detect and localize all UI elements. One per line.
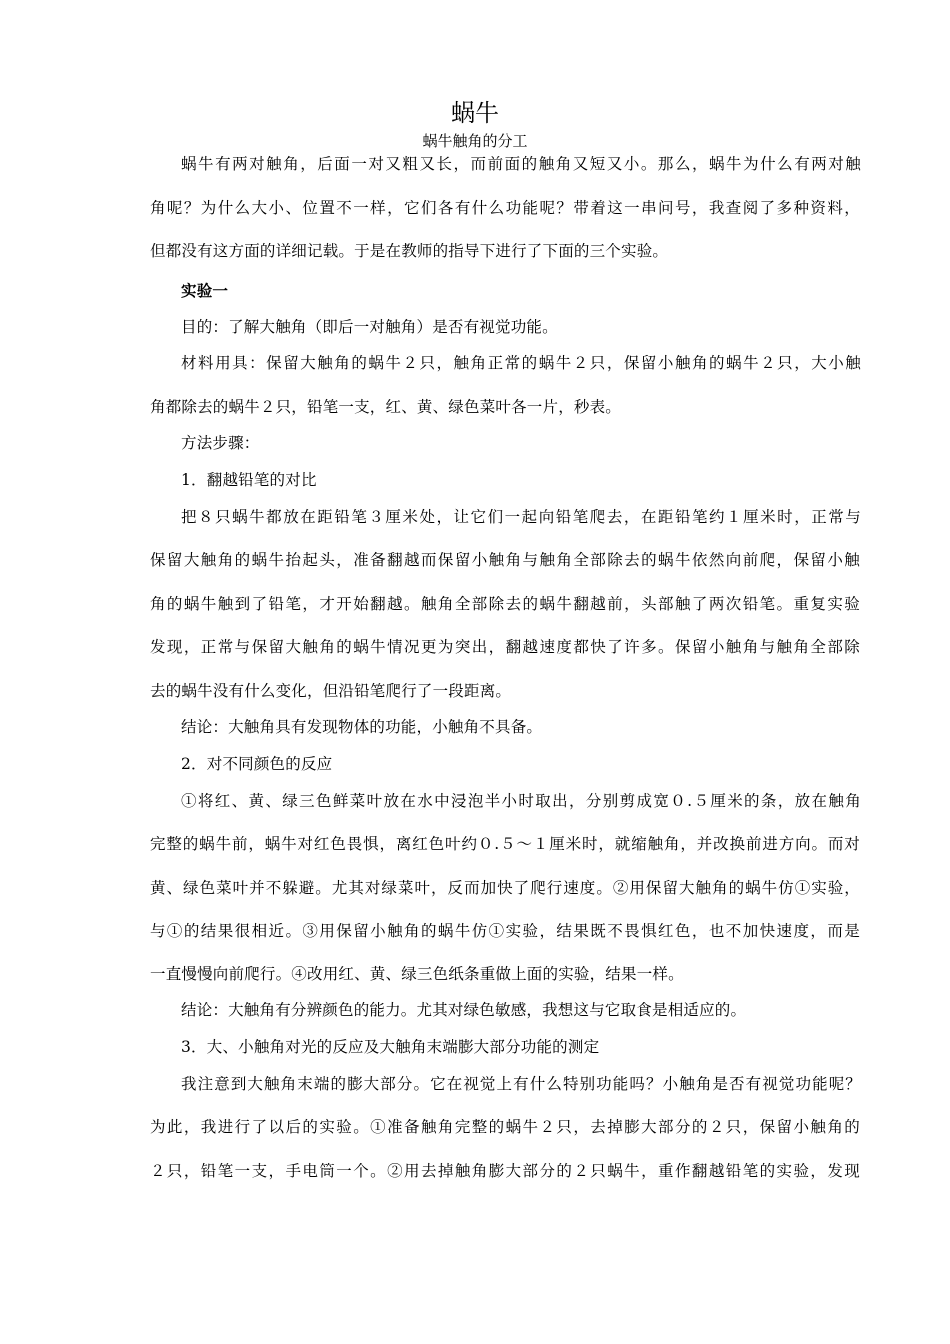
document-subtitle: 蜗牛触角的分工 (422, 132, 528, 150)
paragraph-line: 角呢？为什么大小、位置不一样，它们各有什么功能呢？带着这一串问号，我查阅了多种资料， (150, 199, 860, 217)
paragraph-line: 方法步骤： (181, 434, 260, 452)
step-heading: 2．对不同颜色的反应 (181, 755, 333, 773)
paragraph-line: 一直慢慢向前爬行。④改用红、黄、绿三色纸条重做上面的实验，结果一样。 (150, 965, 684, 983)
paragraph-line: 但都没有这方面的详细记载。于是在教师的指导下进行了下面的三个实验。 (150, 242, 669, 260)
section-heading: 实验一 (181, 281, 229, 300)
conclusion-line: 结论：大触角有分辨颜色的能力。尤其对绿色敏感，我想这与它取食是相适应的。 (181, 1001, 747, 1019)
paragraph-line: 保留大触角的蜗牛抬起头，准备翻越而保留小触角与触角全部除去的蜗牛依然向前爬，保留小触 (150, 551, 860, 569)
paragraph-line: 我注意到大触角末端的膨大部分。它在视觉上有什么特别功能吗？小触角是否有视觉功能呢？ (181, 1075, 861, 1093)
paragraph-line: 发现，正常与保留大触角的蜗牛情况更为突出，翻越速度都快了许多。保留小触角与触角全部除 (150, 638, 860, 656)
step-heading: 3．大、小触角对光的反应及大触角末端膨大部分功能的测定 (181, 1038, 600, 1056)
paragraph-line: 目的：了解大触角（即后一对触角）是否有视觉功能。 (181, 318, 558, 336)
paragraph-line: 与①的结果很相近。③用保留小触角的蜗牛仿①实验，结果既不畏惧红色，也不加快速度，而是 (150, 922, 860, 940)
paragraph-line: 角都除去的蜗牛２只，铅笔一支，红、黄、绿色菜叶各一片，秒表。 (150, 398, 622, 416)
conclusion-line: 结论：大触角具有发现物体的功能，小触角不具备。 (181, 718, 543, 736)
paragraph-line: ２只，铅笔一支，手电筒一个。②用去掉触角膨大部分的２只蜗牛，重作翻越铅笔的实验，发现 (150, 1162, 860, 1180)
paragraph-line: 黄、绿色菜叶并不躲避。尤其对绿菜叶，反而加快了爬行速度。②用保留大触角的蜗牛仿①实验， (150, 879, 860, 897)
paragraph-line: 完整的蜗牛前，蜗牛对红色畏惧，离红色叶约０.５～１厘米时，就缩触角，并改换前进方向。而对 (150, 835, 860, 853)
document-title: 蜗牛 (451, 99, 499, 127)
paragraph-line: 为此，我进行了以后的实验。①准备触角完整的蜗牛２只，去掉膨大部分的２只，保留小触角的 (150, 1118, 860, 1136)
step-heading: 1．翻越铅笔的对比 (181, 471, 317, 489)
paragraph-line: 材料用具：保留大触角的蜗牛２只，触角正常的蜗牛２只，保留小触角的蜗牛２只，大小触 (181, 354, 861, 372)
paragraph-line: ①将红、黄、绿三色鲜菜叶放在水中浸泡半小时取出，分别剪成宽０.５厘米的条，放在触角 (181, 792, 861, 810)
paragraph-line: 去的蜗牛没有什么变化，但沿铅笔爬行了一段距离。 (150, 682, 512, 700)
paragraph-line: 角的蜗牛触到了铅笔，才开始翻越。触角全部除去的蜗牛翻越前，头部触了两次铅笔。重复实验 (150, 595, 860, 613)
paragraph-line: 把８只蜗牛都放在距铅笔３厘米处，让它们一起向铅笔爬去，在距铅笔约１厘米时，正常与 (181, 508, 861, 526)
paragraph-line: 蜗牛有两对触角，后面一对又粗又长，而前面的触角又短又小。那么，蜗牛为什么有两对触 (181, 155, 861, 173)
